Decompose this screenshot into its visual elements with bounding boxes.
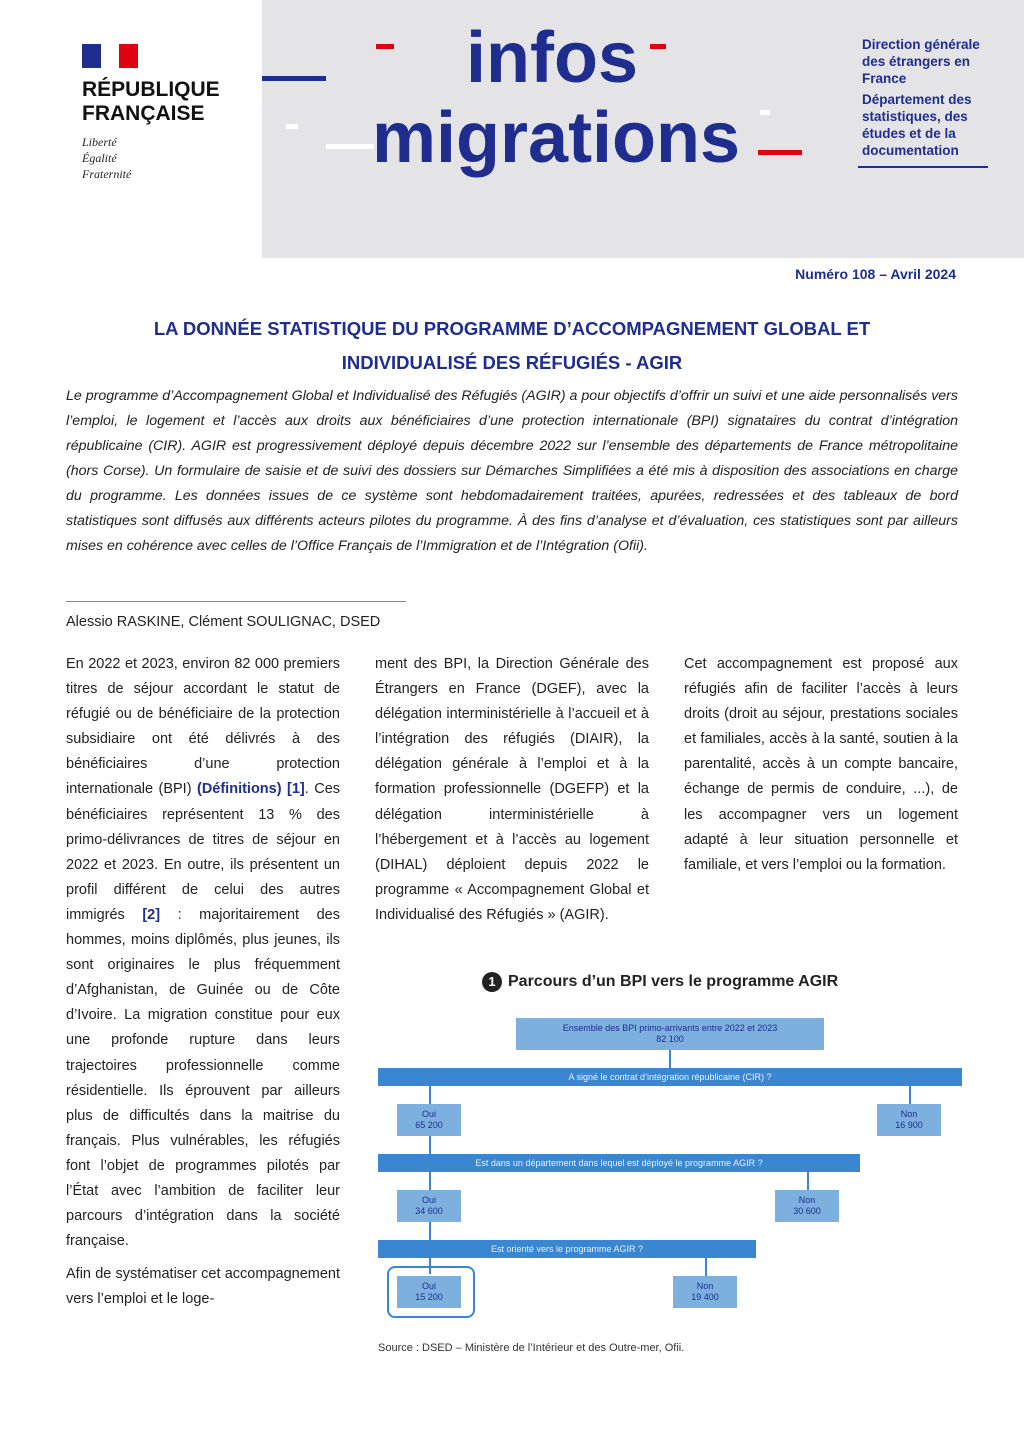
flow-dept-no-box: [775, 1190, 839, 1222]
motto-egalite: Égalité: [82, 151, 117, 165]
figure-source: Source : DSED – Ministère de l’Intérieur et des Outre-mer, Ofii.: [378, 1342, 685, 1354]
decor-dash: [758, 150, 802, 155]
flow-cir-yes-box: [397, 1104, 461, 1136]
reference-link-1[interactable]: [1]: [287, 781, 305, 798]
decor-dash: [326, 144, 374, 149]
flow-cir-no-label: Non: [900, 1109, 918, 1119]
dept-dgef: Direction générale des étrangers en France: [862, 37, 980, 86]
body-column-2: [375, 652, 649, 936]
flow-cir-yes-label: Oui: [421, 1109, 436, 1119]
separator-line: [66, 601, 406, 602]
republic-line2: FRANÇAISE: [82, 102, 205, 125]
flow-question-cir: A signé le contrat d’intégration républicaine (CIR) ?: [378, 1068, 962, 1086]
col1-text-b: . Ces bénéficiaires représentent 13 % des primo-délivrances de titres de séjour en 2022 et 2023. En outre, ils présentent un profil différent de celui des autres immigrés: [66, 781, 341, 923]
motto-liberte: Liberté: [82, 135, 117, 149]
authors: Alessio RASKINE, Clément SOULIGNAC, DSED: [66, 614, 381, 630]
flow-agir-yes-box: [397, 1276, 461, 1308]
flow-connector: [429, 1172, 431, 1190]
flow-dept-yes-box: [397, 1190, 461, 1222]
col3-paragraph-1: Cet accompagnement est proposé aux réfugiés afin de faciliter l’accès à leurs droits (droit au séjour, prestations sociales et familiales, accès à la santé, soutien à la parentalité, accès à un compte bancaire, échange de permis de conduire, ...), de les accompagner vers un logement adapté à leur situation personnelle et familiale, et vers l’emploi ou la formation.: [684, 656, 958, 873]
department-info: [862, 36, 1002, 163]
figure-number-badge: 1: [482, 972, 502, 992]
flow-connector: [429, 1222, 431, 1240]
decor-dash: [760, 110, 770, 115]
republic-line1: RÉPUBLIQUE: [82, 78, 220, 101]
brand-word-infos: infos: [466, 18, 638, 98]
flow-connector: [429, 1086, 431, 1104]
flow-root-label: Ensemble des BPI primo-arrivants entre 2022 et 2023: [562, 1023, 778, 1033]
flow-agir-no-value: 19 400: [691, 1292, 719, 1302]
flow-dept-no-label: Non: [798, 1195, 816, 1205]
title-line2: INDIVIDUALISÉ DES RÉFUGIÉS - AGIR: [341, 352, 683, 373]
decor-dash: [262, 76, 326, 81]
col1-paragraph-1: [66, 652, 340, 1254]
reference-link-2[interactable]: [2]: [142, 906, 161, 923]
col2-paragraph-1: ment des BPI, la Direction Générale des Étrangers en France (DGEF), avec la délégation interministérielle à l’accueil et à l’intégration des réfugiés (DIAIR), la délégation générale à l’emploi et à la formation professionnelle (DGEFP) et la délégation interministérielle à l’hébergement et à l’accès au logement (DIHAL) déploient depuis 2022 le programme « Accompagnement Global et Individualisé des Réfugiés » (AGIR).: [375, 656, 649, 923]
col1-paragraph-2: Afin de systématiser cet accompagnement vers l’emploi et le loge-: [66, 1266, 340, 1308]
dept-rule: [858, 166, 988, 168]
flow-question-department: Est dans un département dans lequel est déployé le programme AGIR ?: [378, 1154, 860, 1172]
flow-connector: [807, 1172, 809, 1190]
motto-fraternite: Fraternité: [82, 167, 132, 181]
french-flag-icon: [82, 44, 138, 68]
publication-brand: [372, 18, 741, 178]
decor-dash: [286, 124, 298, 129]
title-line1: LA DONNÉE STATISTIQUE DU PROGRAMME D’ACCOMPAGNEMENT GLOBAL ET: [153, 318, 871, 339]
flow-agir-no-label: Non: [696, 1281, 714, 1291]
flow-root-box: [516, 1018, 824, 1050]
issue-number: Numéro 108 – Avril 2024: [795, 266, 956, 282]
definitions-link[interactable]: (Définitions): [196, 781, 282, 798]
flow-connector: [705, 1258, 707, 1276]
flow-dept-yes-label: Oui: [421, 1195, 436, 1205]
flow-connector: [909, 1086, 911, 1104]
flow-question-orientation: Est orienté vers le programme AGIR ?: [378, 1240, 756, 1258]
flow-cir-no-value: 16 900: [895, 1120, 923, 1130]
body-column-3: [684, 652, 958, 886]
figure-title: [482, 972, 838, 992]
document-title: [66, 312, 958, 380]
col1-text-a: En 2022 et 2023, environ 82 000 premiers titres de séjour accordant le statut de réfugié ou de bénéficiaire de la protection subsidiaire ont été délivrés à des bénéficiaires d’une protection internationale (BPI): [66, 656, 340, 798]
flow-dept-yes-value: 34 600: [415, 1206, 443, 1216]
intro-abstract: Le programme d’Accompagnement Global et Individualisé des Réfugiés (AGIR) a pour objectifs d’offrir un suivi et une aide personnalisés vers l’emploi, le logement et l’accès aux droits aux bénéficiaires d’une protection internationale (BPI) signataires du contrat d’intégration républicaine (CIR). AGIR est progressivement déployé depuis décembre 2022 sur l’ensemble des départements de France métropolitaine (hors Corse). Un formulaire de saisie et de suivi des dossiers sur Démarches Simplifiées a été mis à disposition des associations en charge du programme. Les données issues de ce système sont hebdomadairement traitées, apurées, redressées et des tableaux de bord statistiques sont diffusés aux différents acteurs pilotes du programme. À des fins d’analyse et d’évaluation, ces statistiques sont par ailleurs mises en cohérence avec celles de l’Office Français de l’Immigration et de l’Intégration (Ofii).: [66, 388, 958, 554]
dept-dsed: Département des statistiques, des études et de la documentation: [862, 92, 972, 158]
body-column-1: [66, 652, 340, 1320]
republic-name: [82, 78, 252, 126]
col1-text-c: : majoritairement des hommes, moins diplômés, plus jeunes, ils sont originaires le plus fréquemment d’Afghanistan, de Guinée ou de Côte d’Ivoire. La migration constitue pour eux une profonde rupture dans leurs trajectoires professionnelle comme résidentielle. Ils éprouvent par ailleurs plus de difficultés dans la maitrise du français. Plus vulnérables, les réfugiés font l’objet de programmes pilotés par l’État avec l’ambition de faciliter leur parcours d’intégration dans la société française.: [66, 906, 340, 1250]
flow-root-value: 82 100: [656, 1034, 684, 1044]
motto: [82, 134, 252, 182]
figure-title-text: Parcours d’un BPI vers le programme AGIR: [508, 973, 839, 990]
flow-cir-no-box: [877, 1104, 941, 1136]
flow-connector: [669, 1050, 671, 1068]
flow-agir-yes-value: 15 200: [415, 1292, 443, 1302]
flow-connector: [429, 1136, 431, 1154]
flow-dept-no-value: 30 600: [793, 1206, 821, 1216]
flow-cir-yes-value: 65 200: [415, 1120, 443, 1130]
flow-agir-yes-label: Oui: [421, 1281, 436, 1291]
republique-francaise-logo: [82, 44, 252, 182]
brand-word-migrations: migrations: [372, 98, 741, 178]
flow-agir-no-box: [673, 1276, 737, 1308]
